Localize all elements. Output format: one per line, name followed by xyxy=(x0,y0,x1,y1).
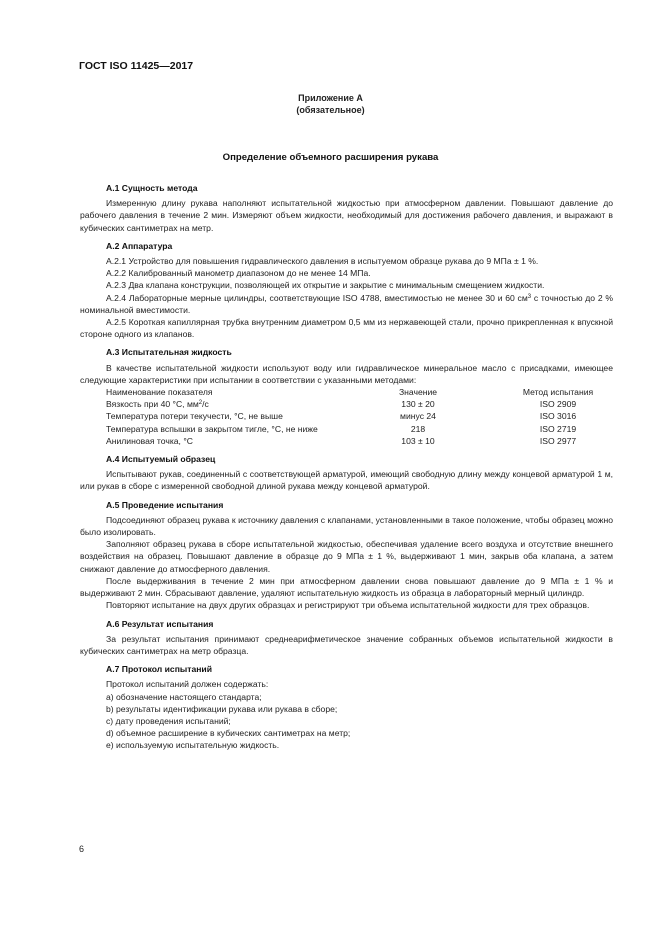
superscript: 3 xyxy=(527,293,532,300)
paragraph: Заполняют образец рукава в сборе испытательной жидкостью, обеспечивая удаление всего воздуха и отсутствие внешнего воздействия на образец. Повышают давление в образце до 9 МПа ± 1 %, выдерживают 1 мин, закрыв оба клапана, а затем снижают давление до атмосферного давления. xyxy=(80,539,613,574)
list-item: e) используемую испытательную жидкость. xyxy=(106,740,280,751)
table-row xyxy=(106,410,613,422)
table-header-row xyxy=(106,386,613,398)
list-item: b) результаты идентификации рукава или рукава в сборе; xyxy=(106,703,338,714)
section-heading: А.6 Результат испытания xyxy=(106,618,214,629)
table-cell: ISO 2719 xyxy=(539,423,577,434)
table-cell: Анилиновая точка, °С xyxy=(106,435,193,446)
paragraph: За результат испытания принимают среднеарифметическое значение собранных объемов испытательной жидкости в кубических сантиметрах на метр образца. xyxy=(80,633,613,656)
section-heading: А.5 Проведение испытания xyxy=(106,499,224,510)
section-heading: А.1 Сущность метода xyxy=(106,183,198,193)
table-row xyxy=(106,398,613,410)
table-header-cell: Значение xyxy=(398,387,438,398)
superscript: 2 xyxy=(198,400,203,407)
properties-table xyxy=(106,386,613,447)
paragraph: Измеренную длину рукава наполняют испытательной жидкостью при атмосферном давлении. Повышают давление до рабочего давления в течение 2 мин. Измеряют объем жидкости, необходимый для достижения рабочего давления, и выражают в кубических сантиметрах на метр. xyxy=(80,198,613,233)
table-cell: ISO 2909 xyxy=(539,399,577,410)
text-run: с точностью до 2 % номинальной вместимости. xyxy=(80,292,613,315)
table-cell: ISO 3016 xyxy=(539,411,577,422)
appendix-status: (обязательное) xyxy=(296,105,365,115)
paragraph: А.2.5 Короткая капиллярная трубка внутренним диаметром 0,5 мм из нержавеющей стали, прочно прикрепленная к впускной стороне одного из клапанов. xyxy=(80,317,613,340)
list-item: c) дату проведения испытаний; xyxy=(106,715,231,726)
paragraph: В качестве испытательной жидкости используют воду или гидравлическое минеральное масло с присадками, имеющее следующие характеристики при испытании в соответствии с указанными методами: xyxy=(80,362,613,385)
text-run: А.2.4 Лабораторные мерные цилиндры, соответствующие ISO 4788, вместимостью не менее 30 и 60 см xyxy=(106,292,528,303)
table-cell xyxy=(106,398,333,410)
paragraph: Подсоединяют образец рукава к источнику давления с клапанами, установленными в такое положение, чтобы образец можно было изолировать. xyxy=(80,514,613,538)
section-heading: А.3 Испытательная жидкость xyxy=(106,347,232,358)
paragraph xyxy=(80,292,613,316)
document-id: ГОСТ ISO 11425—2017 xyxy=(79,60,194,72)
table-cell: 130 ± 20 xyxy=(401,399,435,410)
document-body xyxy=(80,182,613,752)
table-header-cell: Наименование показателя xyxy=(106,387,213,398)
section-heading: А.7 Протокол испытаний xyxy=(106,664,212,675)
text-run: /с xyxy=(202,399,209,410)
paragraph: А.2.3 Два клапана конструкции, позволяющей их открытие и закрытие с минимальным смещением жидкости. xyxy=(106,280,545,291)
section-heading: А.2 Аппаратура xyxy=(106,240,173,251)
table-row xyxy=(106,423,613,435)
table-cell: Температура потери текучести, °С, не выше xyxy=(106,411,283,422)
paragraph: Испытывают рукав, соединенный с соответствующей арматурой, имеющий свободную длину между концевой арматурой 1 м, или рукав в сборе с измеренной свободной длиной рукава между концевой арматурой. xyxy=(80,469,613,492)
section-heading: А.4 Испытуемый образец xyxy=(106,454,216,465)
paragraph: А.2.1 Устройство для повышения гидравлического давления в испытуемом образце рукава до 9 МПа ± 1 %. xyxy=(106,256,539,267)
list-item: а) обозначение настоящего стандарта; xyxy=(106,691,262,702)
paragraph: А.2.2 Калиброванный манометр диапазоном до не менее 14 МПа. xyxy=(106,268,371,279)
table-cell: 103 ± 10 xyxy=(401,435,435,446)
appendix-title: Определение объемного расширения рукава xyxy=(222,152,439,163)
table-header-cell: Метод испытания xyxy=(522,387,594,398)
paragraph: После выдерживания в течение 2 мин при атмосферном давлении снова повышают давление до 9 МПа ± 1 % и выдерживают 2 мин. Сбрасывают давление, удаляют испытательную жидкость из образца в лабораторный мерный цилиндр. xyxy=(80,575,613,599)
table-cell: ISO 2977 xyxy=(539,435,577,446)
list-item: d) объемное расширение в кубических сантиметрах на метр; xyxy=(106,728,351,739)
table-cell: Температура вспышки в закрытом тигле, °С, не ниже xyxy=(106,423,318,434)
page-number: 6 xyxy=(79,844,85,854)
paragraph: Повторяют испытание на двух других образцах и регистрируют три объема испытательной жидкости для трех образцов. xyxy=(106,600,590,611)
table-row xyxy=(106,435,613,447)
text-run: Вязкость при 40 °С, мм xyxy=(106,399,199,410)
table-cell: 218 xyxy=(410,423,426,434)
appendix-label: Приложение А xyxy=(298,93,363,103)
table-cell: минус 24 xyxy=(400,411,436,422)
list-intro: Протокол испытаний должен содержать: xyxy=(106,679,269,690)
